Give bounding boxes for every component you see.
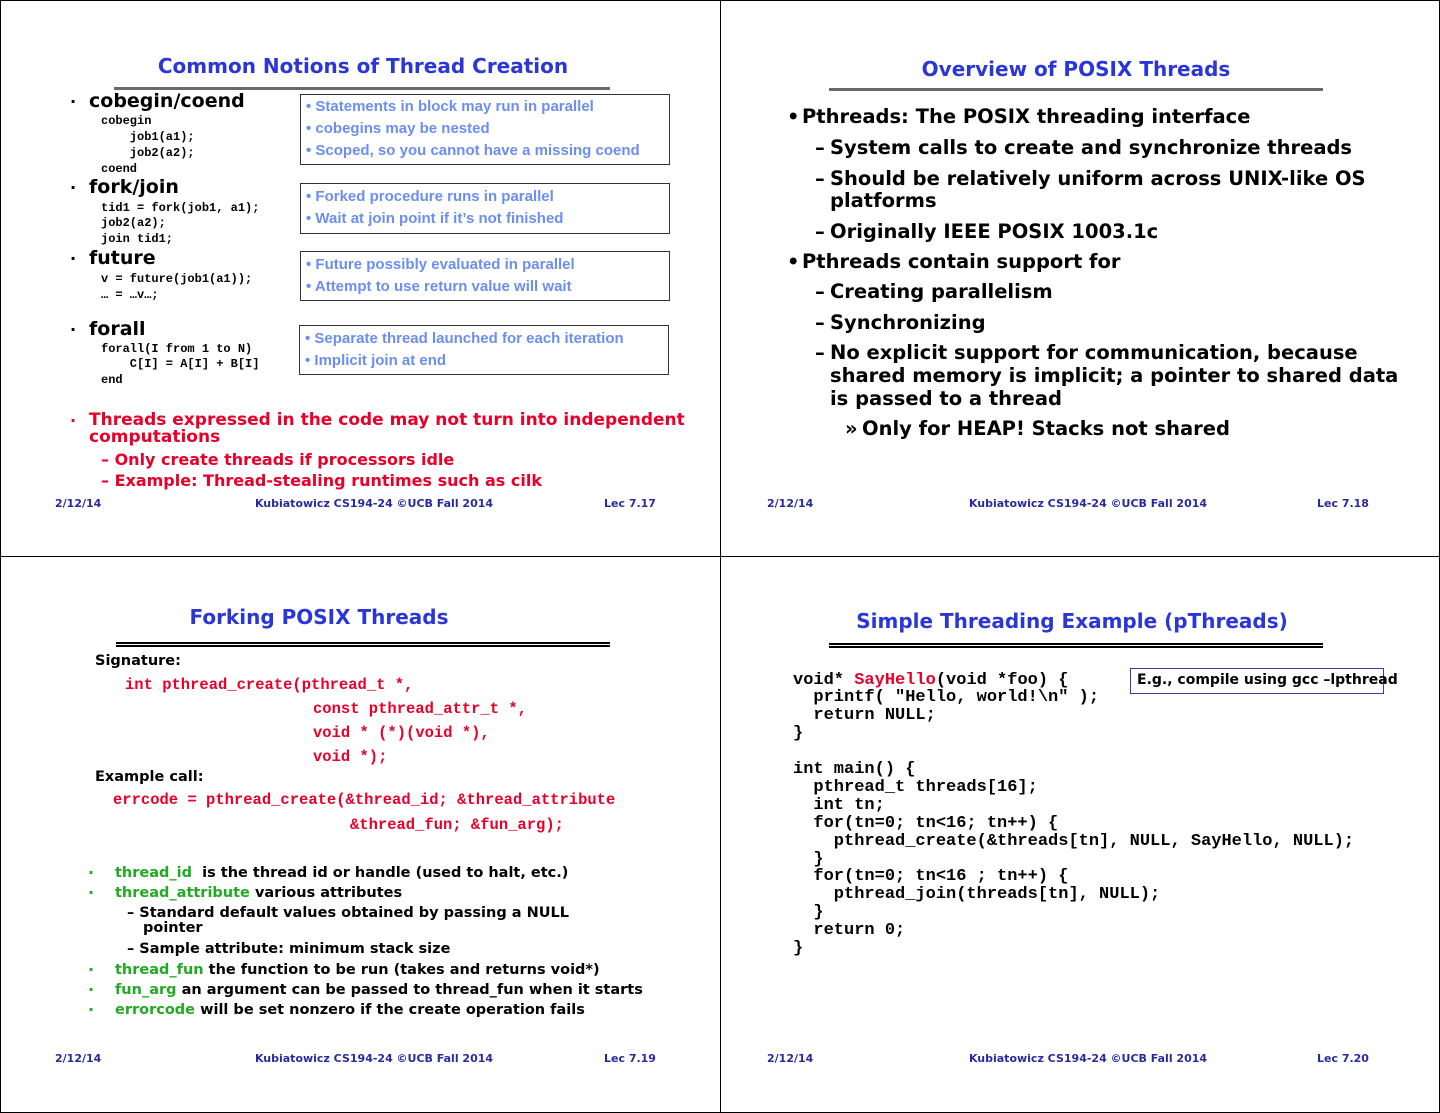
heading-future: future — [89, 247, 156, 269]
footer-course: Kubiatowicz CS194-24 ©UCB Fall 2014 — [968, 1052, 1208, 1065]
bullet-mark: – — [815, 220, 825, 243]
code-line: join tid1; — [101, 232, 174, 246]
code-line: job1(a1); — [101, 130, 195, 144]
footer-date: 2/12/14 — [55, 1052, 102, 1065]
note: • cobegins may be nested — [306, 120, 490, 137]
footer-course: Kubiatowicz CS194-24 ©UCB Fall 2014 — [254, 497, 494, 510]
heading-forall: forall — [89, 318, 146, 340]
slide-title: Overview of POSIX Threads — [921, 57, 1231, 81]
bullet-text: platforms — [830, 189, 937, 212]
code-line: cobegin — [101, 114, 152, 128]
code-line: errcode = pthread_create(&thread_id; &thread_attribute — [113, 791, 616, 809]
bullet-mark: – — [815, 311, 825, 334]
code-line: pthread_create(&threads[tn], NULL, SayHello, NULL); — [793, 832, 1355, 851]
sub-item: – Standard default values obtained by passing a NULL — [127, 905, 570, 921]
term: thread_id — [115, 865, 193, 881]
code-token: (void *foo) { — [935, 671, 1069, 690]
code-line: } — [793, 724, 804, 743]
slide-7-20 — [720, 556, 1440, 1112]
code-line: job2(a2); — [101, 146, 195, 160]
bullet: · — [70, 249, 77, 268]
bullet-thread-id — [115, 866, 568, 881]
slide-title: Simple Threading Example (pThreads) — [856, 609, 1288, 633]
bullet-text: No explicit support for communication, because — [830, 341, 1358, 364]
note-box — [300, 94, 670, 165]
slide-7-17 — [0, 0, 720, 556]
bullet-text: Pthreads: The POSIX threading interface — [802, 105, 1251, 128]
note: • Wait at join point if it’s not finished — [306, 210, 564, 227]
compile-note-box — [1130, 668, 1398, 694]
code-line: return 0; — [793, 921, 906, 940]
warning-sub: – Example: Thread-stealing runtimes such as cilk — [101, 471, 542, 490]
code-line: printf( "Hello, world!\n" ); — [793, 688, 1100, 707]
note-box — [300, 251, 670, 301]
title-underline — [829, 88, 1323, 91]
sub-item: pointer — [143, 920, 203, 936]
bullet: · — [88, 883, 95, 902]
code-line: for(tn=0; tn<16; tn++) { — [793, 814, 1059, 833]
note: • Forked procedure runs in parallel — [306, 188, 554, 205]
bullet-text: is passed to a thread — [830, 387, 1063, 410]
bullet-mark: – — [815, 341, 825, 364]
bullet-mark: • — [787, 105, 800, 128]
note-box — [300, 183, 670, 234]
bullet-thread-attribute — [115, 886, 402, 901]
heading-cobegin: cobegin/coend — [89, 90, 245, 112]
slide-title: Common Notions of Thread Creation — [157, 54, 569, 78]
term: errorcode — [115, 1002, 196, 1018]
bullet-text: shared memory is implicit; a pointer to shared data — [830, 364, 1399, 387]
footer-course: Kubiatowicz CS194-24 ©UCB Fall 2014 — [254, 1052, 494, 1065]
bullet: · — [88, 960, 95, 979]
desc: various attributes — [249, 885, 403, 901]
code-line: pthread_join(threads[tn], NULL); — [793, 885, 1161, 904]
term: fun_arg — [115, 982, 177, 998]
example-label: Example call: — [95, 769, 204, 785]
bullet-text: Originally IEEE POSIX 1003.1c — [830, 220, 1159, 243]
bullet-text: Should be relatively uniform across UNIX-like OS — [830, 167, 1366, 190]
sub-item: – Sample attribute: minimum stack size — [127, 941, 451, 957]
code-line: for(tn=0; tn<16 ; tn++) { — [793, 867, 1069, 886]
desc: will be set nonzero if the create operation fails — [195, 1002, 585, 1018]
bullet-mark: – — [815, 280, 825, 303]
note: • Statements in block may run in parallel — [306, 98, 594, 115]
code-line: pthread_t threads[16]; — [793, 778, 1038, 797]
heading-fork-join: fork/join — [89, 176, 179, 198]
code-line: } — [793, 850, 824, 869]
note-box — [299, 325, 669, 375]
code-line: void * (*)(void *), — [313, 724, 490, 742]
warning-sub: – Only create threads if processors idle — [101, 450, 455, 469]
term: thread_attribute — [115, 885, 250, 901]
note: • Separate thread launched for each iteration — [305, 330, 624, 347]
signature-label: Signature: — [95, 653, 181, 669]
footer-lecture: Lec 7.17 — [604, 497, 656, 510]
bullet-text: Pthreads contain support for — [802, 250, 1121, 273]
code-line: return NULL; — [793, 706, 936, 725]
bullet-mark: • — [787, 250, 800, 273]
code-line: } — [793, 939, 804, 958]
bullet: · — [70, 320, 77, 339]
note: • Attempt to use return value will wait — [306, 278, 572, 295]
bullet: · — [88, 980, 95, 999]
bullet: · — [70, 178, 77, 197]
footer-date: 2/12/14 — [767, 1052, 814, 1065]
code-token: SayHello — [854, 671, 936, 690]
code-line: C[I] = A[I] + B[I] — [101, 357, 260, 371]
bullet-mark: – — [815, 136, 825, 159]
desc: an argument can be passed to thread_fun when it starts — [176, 982, 643, 998]
footer-date: 2/12/14 — [55, 497, 102, 510]
bullet: · — [70, 411, 77, 430]
code-line: end — [101, 373, 123, 387]
code-line: void *); — [313, 748, 388, 766]
note: • Future possibly evaluated in parallel — [306, 256, 575, 273]
bullet: · — [88, 1000, 95, 1019]
warning-text: Threads expressed in the code may not turn into independent — [89, 410, 685, 430]
bullet-mark: » — [845, 417, 858, 440]
slide-7-19 — [0, 556, 720, 1112]
title-underline — [829, 643, 1323, 648]
bullet-text: Creating parallelism — [830, 280, 1053, 303]
code-line: int tn; — [793, 796, 885, 815]
footer-course: Kubiatowicz CS194-24 ©UCB Fall 2014 — [968, 497, 1208, 510]
footer-lecture: Lec 7.20 — [1317, 1052, 1369, 1065]
note: • Implicit join at end — [305, 352, 447, 369]
bullet-text: Only for HEAP! Stacks not shared — [862, 417, 1230, 440]
bullet-errorcode — [115, 1003, 585, 1018]
code-token: void* — [793, 671, 855, 690]
bullet-text: Synchronizing — [830, 311, 986, 334]
bullet-thread-fun — [115, 963, 600, 978]
code-line: job2(a2); — [101, 216, 166, 230]
bullet-fun-arg — [115, 983, 643, 998]
compile-note: E.g., compile using gcc –lpthread — [1137, 672, 1398, 688]
slide-title: Forking POSIX Threads — [189, 605, 449, 629]
note: • Scoped, so you cannot have a missing coend — [306, 142, 640, 159]
code-line: tid1 = fork(job1, a1); — [101, 201, 260, 215]
footer-lecture: Lec 7.19 — [604, 1052, 656, 1065]
code-line: const pthread_attr_t *, — [313, 700, 527, 718]
code-line: coend — [101, 162, 138, 176]
code-line: } — [793, 903, 824, 922]
code-line: &thread_fun; &fun_arg); — [350, 816, 564, 834]
slide-7-18 — [720, 0, 1440, 556]
code-line: v = future(job1(a1)); — [101, 272, 253, 286]
desc: the function to be run (takes and returns void*) — [203, 962, 600, 978]
bullet-mark: – — [815, 167, 825, 190]
code-line — [793, 672, 1068, 689]
code-line: … = …v…; — [101, 288, 159, 302]
title-underline — [116, 642, 610, 647]
code-line: int main() { — [793, 760, 916, 779]
warning-text: computations — [89, 427, 221, 447]
desc: is the thread id or handle (used to halt, etc.) — [192, 865, 569, 881]
bullet: · — [88, 863, 95, 882]
bullet-text: System calls to create and synchronize threads — [830, 136, 1353, 159]
code-line: int pthread_create(pthread_t *, — [125, 676, 414, 694]
bullet: · — [70, 92, 77, 111]
code-line: forall(I from 1 to N) — [101, 342, 253, 356]
footer-lecture: Lec 7.18 — [1317, 497, 1369, 510]
footer-date: 2/12/14 — [767, 497, 814, 510]
term: thread_fun — [115, 962, 204, 978]
